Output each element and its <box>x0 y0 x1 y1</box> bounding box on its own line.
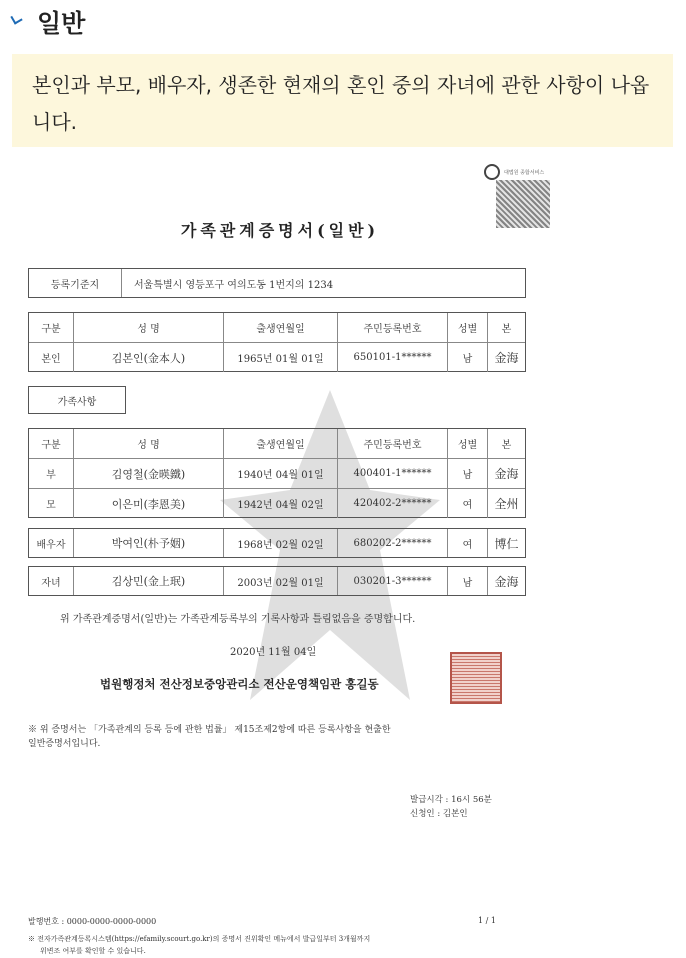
cell-birth: 1965년 01월 01일 <box>223 343 337 372</box>
cell-sex: 남 <box>447 459 487 488</box>
header-rrn: 주민등록번호 <box>337 429 447 458</box>
cell-sex: 여 <box>447 529 487 557</box>
cell-rrn: 030201-3****** <box>337 567 447 595</box>
cell-birth: 1942년 04월 02일 <box>223 489 337 518</box>
cell-rrn: 650101-1****** <box>337 343 447 372</box>
section-header <box>12 4 85 40</box>
header-birth: 출생연월일 <box>223 429 337 458</box>
cell-bon: 金海 <box>487 343 525 372</box>
cell-rrn: 420402-2****** <box>337 489 447 518</box>
header-bon: 본 <box>487 429 525 458</box>
watermark-emblem-icon <box>180 370 480 750</box>
table-row <box>29 343 525 372</box>
table-row <box>29 567 525 595</box>
document-title: 가족관계증명서(일반) <box>180 221 380 240</box>
issue-number: 발행번호 : 0000-0000-0000-0000 <box>28 917 157 926</box>
issue-time: 발급시각 : 16시 56분 <box>410 795 492 805</box>
cell-name: 박여인(朴予姻) <box>73 529 223 557</box>
family-label: 가족사항 <box>57 396 97 408</box>
header-birth: 출생연월일 <box>223 313 337 342</box>
footer-line-2: 위변조 여부를 확인할 수 있습니다. <box>40 947 146 955</box>
child-table <box>28 566 526 596</box>
table-row <box>29 529 525 557</box>
spouse-table <box>28 528 526 558</box>
table-header-row <box>29 313 525 342</box>
cell-kind: 본인 <box>41 354 61 365</box>
registration-box <box>28 268 526 298</box>
bullet-icon <box>10 12 22 24</box>
issuer: 법원행정처 전산정보중앙관리소 전산운영책임관 홍길동 <box>100 677 379 691</box>
remark-line-2: 일반증명서입니다. <box>28 739 101 749</box>
cell-rrn: 680202-2****** <box>337 529 447 557</box>
info-note: 본인과 부모, 배우자, 생존한 현재의 혼인 중의 자녀에 관한 사항이 나옵니다. <box>12 54 673 147</box>
cell-bon: 金海 <box>487 459 525 488</box>
qr-logo <box>484 165 554 179</box>
cell-sex: 남 <box>447 567 487 595</box>
cell-bon: 全州 <box>487 489 525 518</box>
header-kind: 구분 <box>41 440 61 451</box>
official-seal-icon <box>450 652 502 704</box>
footer-line-1: ※ 전자가족관계등록시스템(https://efamily.scourt.go.kr)의 증명서 진위확인 메뉴에서 발급일부터 3개월까지 <box>28 935 371 943</box>
header-rrn: 주민등록번호 <box>337 313 447 342</box>
header-sex: 성별 <box>447 313 487 342</box>
reg-value: 서울특별시 영등포구 여의도동 1번지의 1234 <box>121 269 525 297</box>
self-table <box>28 312 526 372</box>
cell-birth: 2003년 02월 01일 <box>223 567 337 595</box>
cell-name: 김본인(金本人) <box>73 343 223 372</box>
header-kind: 구분 <box>41 324 61 335</box>
remark-line-1: ※ 위 증명서는 「가족관계의 등록 등에 관한 법률」 제15조제2항에 따른 등록사항을 현출한 <box>28 725 391 735</box>
table-row <box>29 489 525 518</box>
cell-kind: 자녀 <box>41 577 61 589</box>
applicant: 신청인 : 김본인 <box>410 809 468 819</box>
reg-label: 등록기준지 <box>50 279 100 291</box>
qr-label: 대법원 종합서비스 <box>504 169 545 176</box>
cell-rrn: 400401-1****** <box>337 459 447 488</box>
cell-kind: 배우자 <box>36 539 66 551</box>
cell-name: 김상민(金上珉) <box>73 567 223 595</box>
page-number: 1 / 1 <box>478 916 496 925</box>
issue-date: 2020년 11월 04일 <box>230 647 317 658</box>
table-row <box>29 459 525 488</box>
certificate-image <box>0 160 686 958</box>
section-title: 일반 <box>37 9 86 38</box>
header-name: 성 명 <box>73 429 223 458</box>
cell-birth: 1940년 04월 01일 <box>223 459 337 488</box>
header-sex: 성별 <box>447 429 487 458</box>
cell-kind: 부 <box>46 470 56 481</box>
cell-birth: 1968년 02월 02일 <box>223 529 337 557</box>
cell-name: 이은미(李恩美) <box>73 489 223 518</box>
family-label-box <box>28 386 126 414</box>
cell-bon: 金海 <box>487 567 525 595</box>
cell-name: 김영철(金暎鐵) <box>73 459 223 488</box>
table-header-row <box>29 429 525 458</box>
certify-text: 위 가족관계증명서(일반)는 가족관계등록부의 기록사항과 틀림없음을 증명합니다. <box>60 614 416 625</box>
parents-table <box>28 428 526 518</box>
cell-sex: 남 <box>447 343 487 372</box>
cell-sex: 여 <box>447 489 487 518</box>
court-logo-icon <box>484 164 500 180</box>
cell-bon: 博仁 <box>487 529 525 557</box>
header-bon: 본 <box>487 313 525 342</box>
cell-kind: 모 <box>46 500 56 511</box>
header-name: 성 명 <box>73 313 223 342</box>
